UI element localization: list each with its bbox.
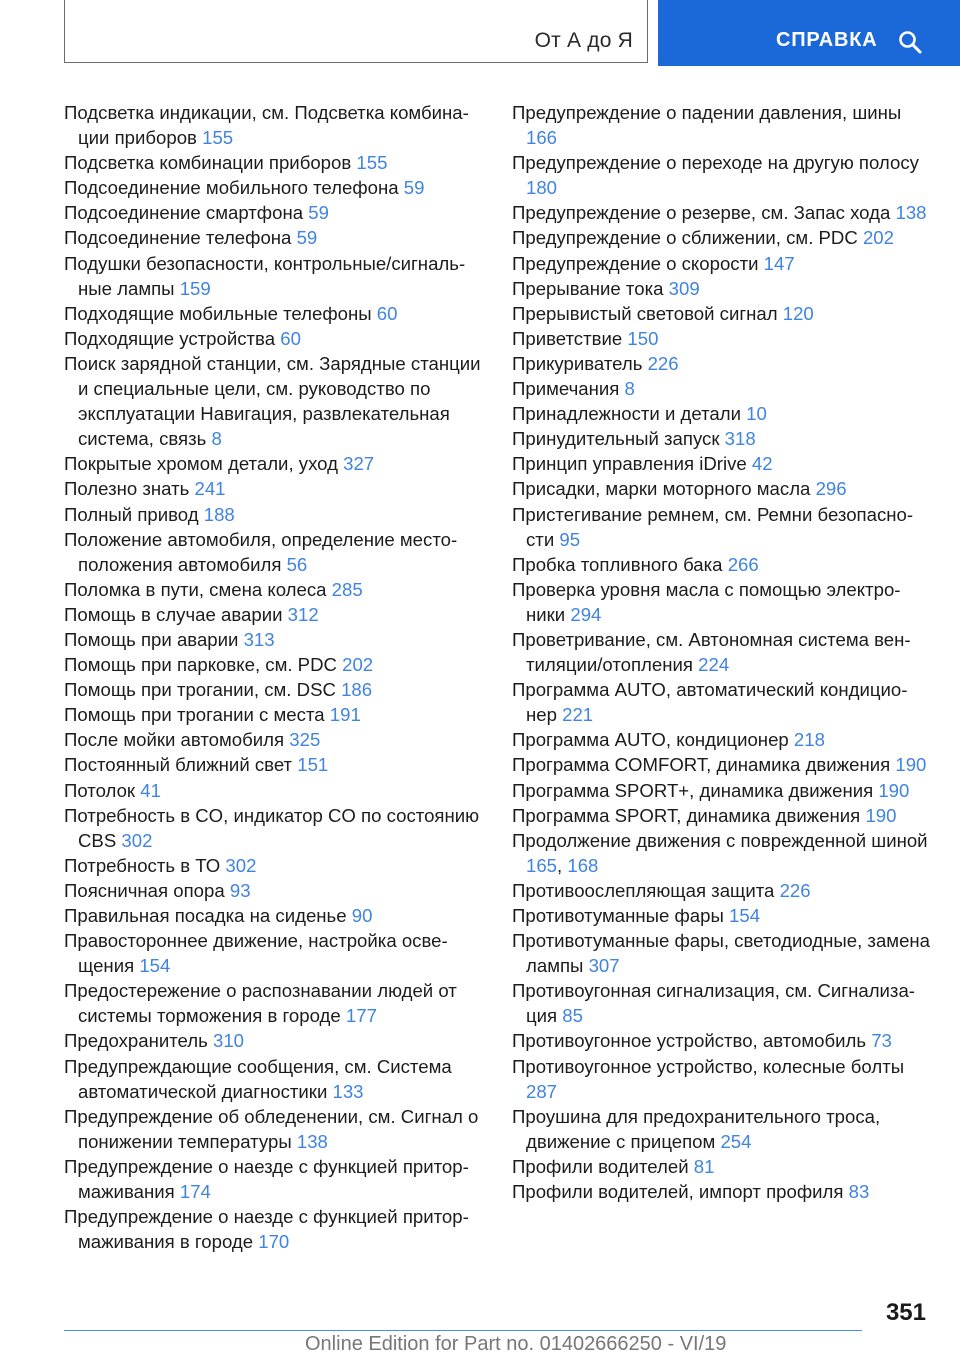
index-entry	[512, 326, 932, 351]
index-entry	[64, 878, 484, 903]
page-link[interactable]: 42	[751, 453, 773, 475]
footer-edition-text: Online Edition for Part no. 01402666250 - VI/19	[305, 1333, 727, 1355]
index-entry	[64, 251, 484, 301]
index-entry	[64, 476, 484, 501]
index-entry-text: Проветривание, см. Автономная система вентиляции/отопления	[512, 628, 911, 676]
index-entry-text: Прикуриватель	[512, 352, 643, 374]
index-entry-text: Поясничная опора	[64, 879, 225, 901]
index-entry	[64, 1054, 484, 1104]
page-link[interactable]: 180	[526, 177, 558, 199]
index-entry-text: Предупреждение о скорости	[512, 252, 759, 274]
page-link[interactable]: 309	[668, 277, 700, 299]
page-link[interactable]: 241	[194, 478, 226, 500]
page-link[interactable]: 59	[308, 202, 329, 224]
page-link[interactable]: 307	[588, 955, 620, 977]
index-entry-text: Противоугонная сигнализация, см. Сигнализация	[512, 980, 915, 1027]
index-entry	[64, 602, 484, 627]
index-entry	[512, 1104, 932, 1154]
index-entry-text: Помощь при аварии	[64, 628, 239, 650]
index-entry-text: Продолжение движения с поврежденной шиной	[512, 829, 928, 851]
page-link[interactable]: 8	[624, 378, 635, 400]
page-link[interactable]: 83	[848, 1181, 870, 1203]
index-entry-text: Программа AUTO, кондиционер	[512, 729, 789, 751]
index-entry-text: После мойки автомобиля	[64, 729, 285, 751]
index-entry	[512, 502, 932, 552]
index-entry	[64, 1104, 484, 1154]
page-link[interactable]: 90	[351, 905, 373, 926]
index-entry-text: Подсоединение мобильного телефона	[64, 177, 399, 199]
page-link[interactable]: 188	[203, 503, 235, 525]
index-entry	[512, 903, 932, 928]
page-link[interactable]: 310	[213, 1030, 245, 1052]
help-tab[interactable]	[658, 0, 960, 66]
index-entry-text: Полезно знать	[64, 478, 190, 500]
footer-divider	[64, 1330, 862, 1331]
index-entry	[64, 1154, 484, 1204]
index-entry	[64, 677, 484, 702]
index-entry	[64, 100, 484, 150]
index-entry	[512, 778, 932, 803]
page-link[interactable]: 294	[570, 603, 602, 625]
index-entry	[512, 351, 932, 376]
index-entry-text: Постоянный ближний свет	[64, 754, 293, 776]
page-link[interactable]: 56	[286, 553, 308, 575]
index-entry-text: Правильная посадка на сиденье	[64, 905, 347, 926]
index-entry-text: Программа SPORT+, динамика движения	[512, 779, 874, 801]
page-link[interactable]: 313	[243, 628, 275, 650]
index-entry	[512, 100, 932, 150]
page-link[interactable]: 202	[342, 654, 374, 676]
index-entry-text: Присадки, марки моторного масла	[512, 478, 811, 500]
index-entry	[512, 752, 932, 777]
index-entry	[512, 451, 932, 476]
page-link[interactable]: 168	[567, 854, 599, 876]
index-entry	[512, 401, 932, 426]
index-entry-text: Проушина для предохранительного троса, движение с прицепом	[512, 1105, 881, 1152]
page-link[interactable]: 190	[878, 779, 910, 801]
index-entry-text: Подсоединение смартфона	[64, 202, 304, 224]
help-tab-label: СПРАВКА	[776, 29, 878, 51]
index-entry-text: Поломка в пути, смена колеса	[64, 578, 327, 600]
index-entry	[64, 627, 484, 652]
index-entry-text: Пристегивание ремнем, см. Ремни безопасности	[512, 503, 914, 550]
index-entry-text: Потребность в ТО	[64, 854, 221, 876]
index-entry	[512, 150, 932, 200]
page-link[interactable]: 221	[562, 704, 594, 726]
page-link[interactable]: 287	[526, 1080, 558, 1102]
index-entry-text: Предостережение о распознавании людей от системы торможения в городе	[64, 980, 457, 1027]
page-link[interactable]: 147	[763, 252, 795, 274]
index-entry-text: Предохранитель	[64, 1030, 208, 1052]
index-entry-text: Помощь при парковке, см. PDC	[64, 654, 337, 676]
index-entry-text: Принцип управления iDrive	[512, 453, 747, 475]
page-link[interactable]: 327	[343, 453, 375, 475]
index-entry-text: Помощь при трогании, см. DSC	[64, 679, 336, 701]
index-entry-text: Потребность в CO, индикатор CO по состоянию CBS	[64, 804, 480, 851]
index-entry	[512, 878, 932, 903]
page-link[interactable]: 93	[229, 879, 251, 901]
index-entry	[512, 276, 932, 301]
index-entry-text: Покрытые хромом детали, уход	[64, 453, 338, 475]
index-entry-text: Приветствие	[512, 327, 623, 349]
page-link[interactable]: 138	[895, 202, 927, 224]
index-entry-text: Противоугонное устройство, автомобиль	[512, 1030, 867, 1052]
page-link[interactable]: 202	[862, 227, 894, 249]
index-entry	[512, 301, 932, 326]
index-entry	[64, 803, 484, 853]
index-entry-text: Программа SPORT, динамика движения	[512, 804, 861, 826]
page-link[interactable]: 154	[729, 905, 761, 926]
page-link[interactable]: 155	[202, 127, 234, 149]
page-link[interactable]: 226	[647, 352, 679, 374]
index-column-right	[512, 100, 932, 1204]
index-entry-text: Примечания	[512, 378, 620, 400]
index-entry-text: Поиск зарядной станции, см. Зарядные станции и специальные цели, см. руководство по эксплуатации Навигация, развлекательная система, связь	[64, 352, 481, 450]
page-link[interactable]: 190	[865, 804, 897, 826]
index-entry	[512, 376, 932, 401]
page-link[interactable]: 59	[296, 227, 318, 249]
index-entry	[512, 677, 932, 727]
index-entry	[512, 1054, 932, 1104]
page-link[interactable]: 318	[724, 428, 756, 450]
index-entry	[64, 928, 484, 978]
index-entry-text: Прерывание тока	[512, 277, 664, 299]
index-entry	[64, 853, 484, 878]
page-link[interactable]: 302	[121, 829, 153, 851]
index-entry: Продолжение движения с поврежденной шиной 165, 168	[512, 829, 928, 876]
index-entry	[64, 351, 484, 451]
index-entry-text: Предупреждение о переходе на другую полосу	[512, 152, 919, 174]
index-entry	[64, 702, 484, 727]
page-link[interactable]: 138	[296, 1130, 328, 1152]
index-entry	[64, 727, 484, 752]
index-entry	[64, 175, 484, 200]
index-entry-text: Предупреждение о наезде с функцией притормаживания	[64, 1155, 469, 1203]
index-entry-text: Правостороннее движение, настройка освещения	[64, 930, 448, 977]
page-number: 351	[885, 1299, 926, 1326]
index-entry	[512, 200, 932, 225]
index-entry-text: Подушки безопасности, контрольные/сигнальные лампы	[64, 252, 466, 299]
index-entry-text: Помощь при трогании с места	[64, 704, 325, 726]
index-entry-text: Профили водителей	[512, 1155, 689, 1177]
index-entry	[512, 1179, 932, 1204]
index-entry	[512, 476, 932, 501]
index-entry	[64, 225, 484, 250]
index-entry	[512, 727, 932, 752]
index-entry	[64, 752, 484, 777]
page-link[interactable]: 186	[341, 679, 373, 701]
index-entry-text: Подходящие устройства	[64, 327, 276, 349]
page-link[interactable]: 154	[139, 955, 171, 977]
index-entry-text: Полный привод	[64, 503, 199, 525]
index-entry	[512, 1028, 932, 1053]
page-link[interactable]: 170	[258, 1231, 290, 1253]
index-entry-text: Положение автомобиля, определение местоположения автомобиля	[64, 528, 458, 575]
index-entry-text: Подсоединение телефона	[64, 227, 292, 249]
index-entry-text: Предупреждение о сближении, см. PDC	[512, 227, 858, 249]
index-entry-text: Принудительный запуск	[512, 428, 720, 450]
index-entry-text: Противотуманные фары, светодиодные, замена лампы	[512, 930, 931, 977]
index-entry	[512, 251, 932, 276]
index-entry	[64, 301, 484, 326]
page-link[interactable]: 85	[562, 1005, 583, 1027]
index-entry-text: Подсветка индикации, см. Подсветка комбинации приборов	[64, 102, 469, 149]
index-entry	[512, 803, 932, 828]
index-entry	[64, 978, 484, 1028]
index-entry	[512, 1154, 932, 1179]
page-link[interactable]: 224	[698, 654, 730, 676]
page-link[interactable]: 59	[403, 177, 425, 199]
index-entry	[512, 627, 932, 677]
page-link[interactable]: 60	[280, 327, 301, 349]
page-link[interactable]: 166	[526, 127, 558, 149]
page-link[interactable]: 151	[297, 754, 329, 776]
page-link[interactable]: 41	[140, 779, 161, 801]
page-link[interactable]: 226	[779, 879, 811, 901]
page-link[interactable]: 155	[356, 152, 388, 174]
index-entry-text: Противотуманные фары	[512, 905, 724, 926]
page-link[interactable]: 174	[179, 1181, 211, 1203]
index-entry-text: Проверка уровня масла с помощью электроники	[512, 578, 901, 625]
index-entry-text: Помощь в случае аварии	[64, 603, 283, 625]
page-link[interactable]: 81	[693, 1155, 715, 1177]
index-entry-text: Предупреждение о наезде с функцией притормаживания в городе	[64, 1206, 469, 1253]
page-link[interactable]: 254	[720, 1130, 752, 1152]
search-icon	[898, 30, 922, 54]
index-entry	[64, 903, 484, 928]
page-link[interactable]: 10	[746, 403, 767, 425]
index-entry	[64, 577, 484, 602]
page-link[interactable]: 296	[815, 478, 847, 500]
index-entry	[64, 451, 484, 476]
index-entry-text: Противоослепляющая защита	[512, 879, 775, 901]
page-link[interactable]: 120	[782, 302, 814, 324]
page-link[interactable]: 73	[871, 1030, 892, 1052]
index-entry-text: Предупреждение о резерве, см. Запас хода	[512, 202, 891, 224]
index-entry	[64, 1204, 484, 1254]
page-link[interactable]: 165	[526, 854, 558, 876]
index-entry	[512, 928, 932, 978]
a-to-z-tab-label: От А до Я	[534, 29, 633, 52]
index-entry	[64, 150, 484, 175]
index-entry-text: Подходящие мобильные телефоны	[64, 302, 372, 324]
index-entry	[64, 652, 484, 677]
index-entry-text: Предупреждение о падении давления, шины	[512, 102, 902, 123]
index-column-left	[64, 100, 484, 1254]
index-entry	[64, 527, 484, 577]
page-link[interactable]: 266	[727, 553, 759, 575]
index-entry	[512, 426, 932, 451]
page-link[interactable]: 159	[179, 277, 211, 299]
index-entry-text: Пробка топливного бака	[512, 553, 723, 575]
index-entry	[512, 552, 932, 577]
page-link[interactable]: 177	[345, 1005, 377, 1027]
page-link[interactable]: 190	[895, 754, 927, 776]
page-link[interactable]: 8	[211, 428, 222, 450]
index-entry-text: Противоугонное устройство, колесные болты	[512, 1055, 905, 1077]
index-entry	[64, 326, 484, 351]
index-entry	[64, 200, 484, 225]
page-link[interactable]: 95	[559, 528, 581, 550]
page-link[interactable]: 150	[627, 327, 659, 349]
index-entry-text: Программа AUTO, автоматический кондиционер	[512, 679, 908, 726]
a-to-z-tab[interactable]	[64, 0, 648, 63]
index-entry	[64, 778, 484, 803]
index-entry	[512, 225, 932, 250]
index-entry-text: Предупреждающие сообщения, см. Система автоматической диагностики	[64, 1055, 452, 1102]
index-entry-text: Принадлежности и детали	[512, 403, 741, 425]
page-link[interactable]: 133	[332, 1080, 364, 1102]
page-link[interactable]: 302	[225, 854, 257, 876]
page-link[interactable]: 325	[289, 729, 321, 751]
index-entry-text: Подсветка комбинации приборов	[64, 152, 352, 174]
page-link[interactable]: 312	[287, 603, 319, 625]
index-entry-text: Программа COMFORT, динамика движения	[512, 754, 891, 776]
index-entry-text: Профили водителей, импорт профиля	[512, 1181, 844, 1203]
page-link[interactable]: 218	[793, 729, 825, 751]
page-link[interactable]: 285	[331, 578, 363, 600]
page-link[interactable]: 191	[329, 704, 361, 726]
index-entry-text: Потолок	[64, 779, 136, 801]
page-link[interactable]: 60	[376, 302, 398, 324]
index-entry-text: Прерывистый световой сигнал	[512, 302, 778, 324]
index-entry	[64, 502, 484, 527]
index-entry-text: Предупреждение об обледенении, см. Сигнал о понижении температуры	[64, 1105, 479, 1152]
index-entry	[64, 1028, 484, 1053]
index-entry	[512, 577, 932, 627]
index-entry	[512, 978, 932, 1028]
